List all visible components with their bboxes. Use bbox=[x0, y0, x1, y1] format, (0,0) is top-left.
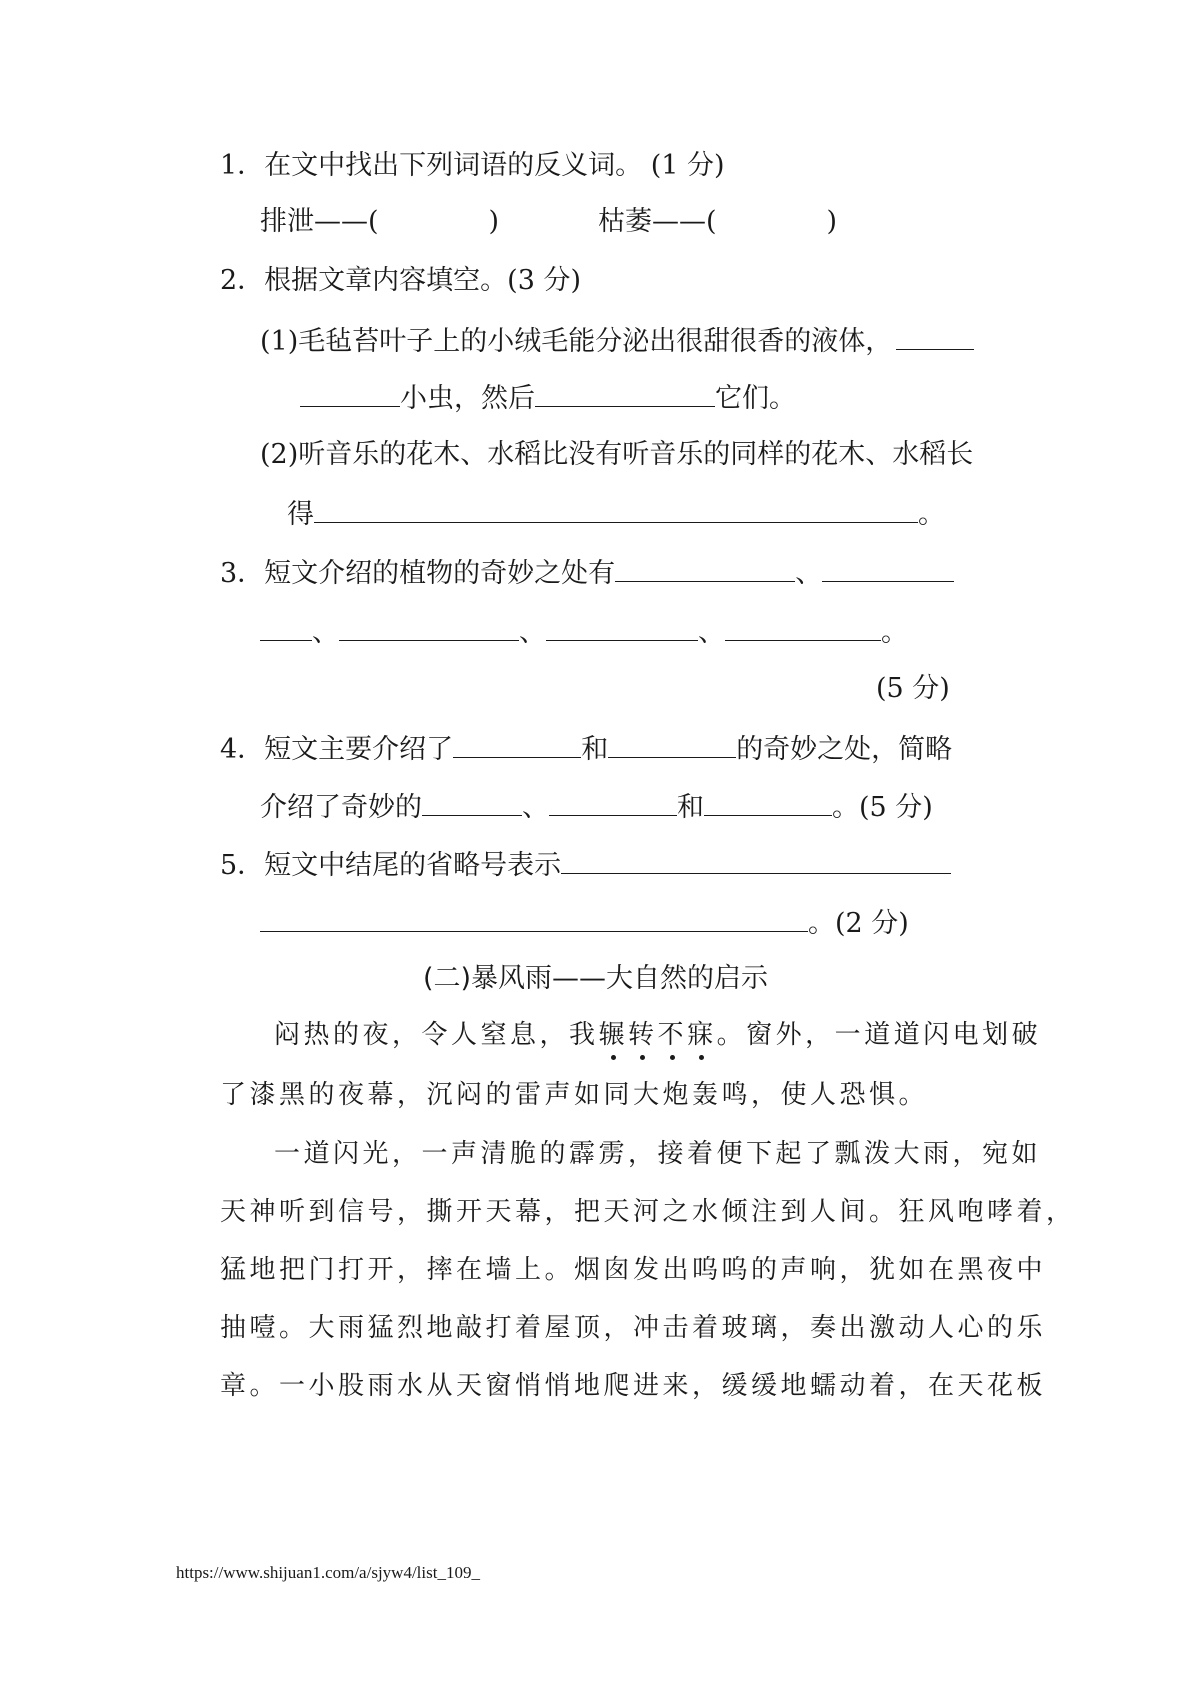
story-p2-line4: 抽噎。大雨猛烈地敲打着屋顶，冲击着玻璃，奏出激动人心的乐 bbox=[220, 1313, 1047, 1343]
q3-end: 。 bbox=[881, 617, 908, 648]
story-p2-line2: 天神听到信号，撕开天幕，把天河之水倾注到人间。狂风咆哮着， bbox=[220, 1197, 1076, 1227]
story-heading: (二)暴风雨——大自然的启示 bbox=[422, 963, 769, 994]
q2-part2-end: 。 bbox=[918, 499, 945, 530]
q2-part1-line2 bbox=[300, 380, 796, 416]
story-p2-line1: 一道闪光，一声清脆的霹雳，接着便下起了瓢泼大雨，宛如 bbox=[274, 1139, 1042, 1169]
q4-end: 。(5 分) bbox=[832, 792, 933, 823]
answer-blank[interactable] bbox=[725, 614, 881, 641]
q1-title: 1．在文中找出下列词语的反义词。 (1 分) bbox=[220, 150, 725, 181]
answer-blank[interactable] bbox=[549, 789, 677, 816]
q4-line1 bbox=[220, 731, 952, 767]
q1-word-b: 枯萎——( bbox=[598, 206, 717, 237]
q4-text: 4．短文主要介绍了 bbox=[220, 734, 454, 765]
answer-blank[interactable] bbox=[300, 380, 400, 407]
q5-line2 bbox=[260, 905, 909, 941]
q5-line1 bbox=[220, 847, 951, 883]
q4-sep: 、 bbox=[522, 792, 549, 823]
q2-part2-line2 bbox=[287, 496, 945, 532]
story-text: 闷热的夜，令人窒息，我 bbox=[274, 1020, 599, 1050]
q3-sep: 、 bbox=[698, 617, 725, 648]
q4-text-b: 的奇妙之处，简略 bbox=[736, 734, 953, 765]
answer-blank[interactable] bbox=[896, 323, 974, 350]
q4-and-b: 和 bbox=[677, 792, 704, 823]
answer-blank[interactable] bbox=[704, 789, 832, 816]
q3-text: 3．短文介绍的植物的奇妙之处有 bbox=[220, 558, 616, 589]
story-p2-line5: 章。一小股雨水从天窗悄悄地爬进来，缓缓地蠕动着，在天花板 bbox=[220, 1371, 1047, 1401]
q2-part1-text-b: 小虫，然后 bbox=[400, 383, 535, 414]
q1-word-b-close: ) bbox=[826, 206, 838, 237]
answer-blank[interactable] bbox=[314, 496, 918, 523]
q3-score: (5 分) bbox=[876, 673, 950, 704]
q1-word-a: 排泄——( bbox=[260, 206, 379, 237]
q2-part1-text: (1)毛毡苔叶子上的小绒毛能分泌出很甜很香的液体， bbox=[260, 326, 893, 357]
answer-blank[interactable] bbox=[561, 847, 951, 874]
answer-blank[interactable] bbox=[615, 555, 795, 582]
answer-blank[interactable] bbox=[822, 555, 954, 582]
story-p1-line2: 了漆黑的夜幕，沉闷的雷声如同大炮轰鸣，使人恐惧。 bbox=[220, 1080, 929, 1110]
q3-line2 bbox=[260, 614, 908, 650]
source-url: https://www.shijuan1.com/a/sjyw4/list_109_ bbox=[176, 1563, 480, 1582]
q3-sep: 、 bbox=[795, 558, 823, 589]
q2-part2-text: 得 bbox=[287, 499, 314, 530]
q2-part2-line1: (2)听音乐的花木、水稻比没有听音乐的同样的花木、水稻长 bbox=[260, 439, 974, 470]
q4-and: 和 bbox=[581, 734, 609, 765]
q1-word-a-close: ) bbox=[488, 206, 500, 237]
q1-antonym-row bbox=[260, 205, 499, 239]
story-p2-line3: 猛地把门打开，摔在墙上。烟囱发出呜呜的声响，犹如在黑夜中 bbox=[220, 1255, 1047, 1285]
q3-sep: 、 bbox=[312, 617, 339, 648]
emphasis-char: 转 bbox=[628, 1020, 658, 1050]
answer-blank[interactable] bbox=[422, 789, 522, 816]
answer-blank[interactable] bbox=[260, 905, 808, 932]
q2-title: 2．根据文章内容填空。(3 分) bbox=[220, 265, 582, 296]
q3-line1 bbox=[220, 555, 954, 591]
story-text-b: 。窗外，一道道闪电划破 bbox=[716, 1020, 1042, 1050]
q5-end: 。(2 分) bbox=[808, 908, 909, 939]
answer-blank[interactable] bbox=[535, 380, 715, 407]
story-p1-line1 bbox=[274, 1018, 1041, 1052]
answer-blank[interactable] bbox=[453, 731, 581, 758]
q2-part1-text-c: 它们。 bbox=[715, 383, 796, 414]
q1-antonym-row-b bbox=[598, 205, 837, 239]
emphasis-char: 不 bbox=[657, 1020, 688, 1050]
emphasis-char: 辗 bbox=[598, 1020, 629, 1050]
q4-line2 bbox=[260, 789, 933, 825]
q3-sep: 、 bbox=[519, 617, 546, 648]
emphasis-char: 寐 bbox=[687, 1020, 717, 1050]
q4-text-c: 介绍了奇妙的 bbox=[260, 792, 422, 823]
q2-part1-line1 bbox=[260, 323, 974, 359]
q5-text: 5．短文中结尾的省略号表示 bbox=[220, 850, 562, 881]
answer-blank[interactable] bbox=[608, 731, 736, 758]
answer-blank[interactable] bbox=[546, 614, 698, 641]
answer-blank[interactable] bbox=[339, 614, 519, 641]
answer-blank[interactable] bbox=[260, 614, 312, 641]
